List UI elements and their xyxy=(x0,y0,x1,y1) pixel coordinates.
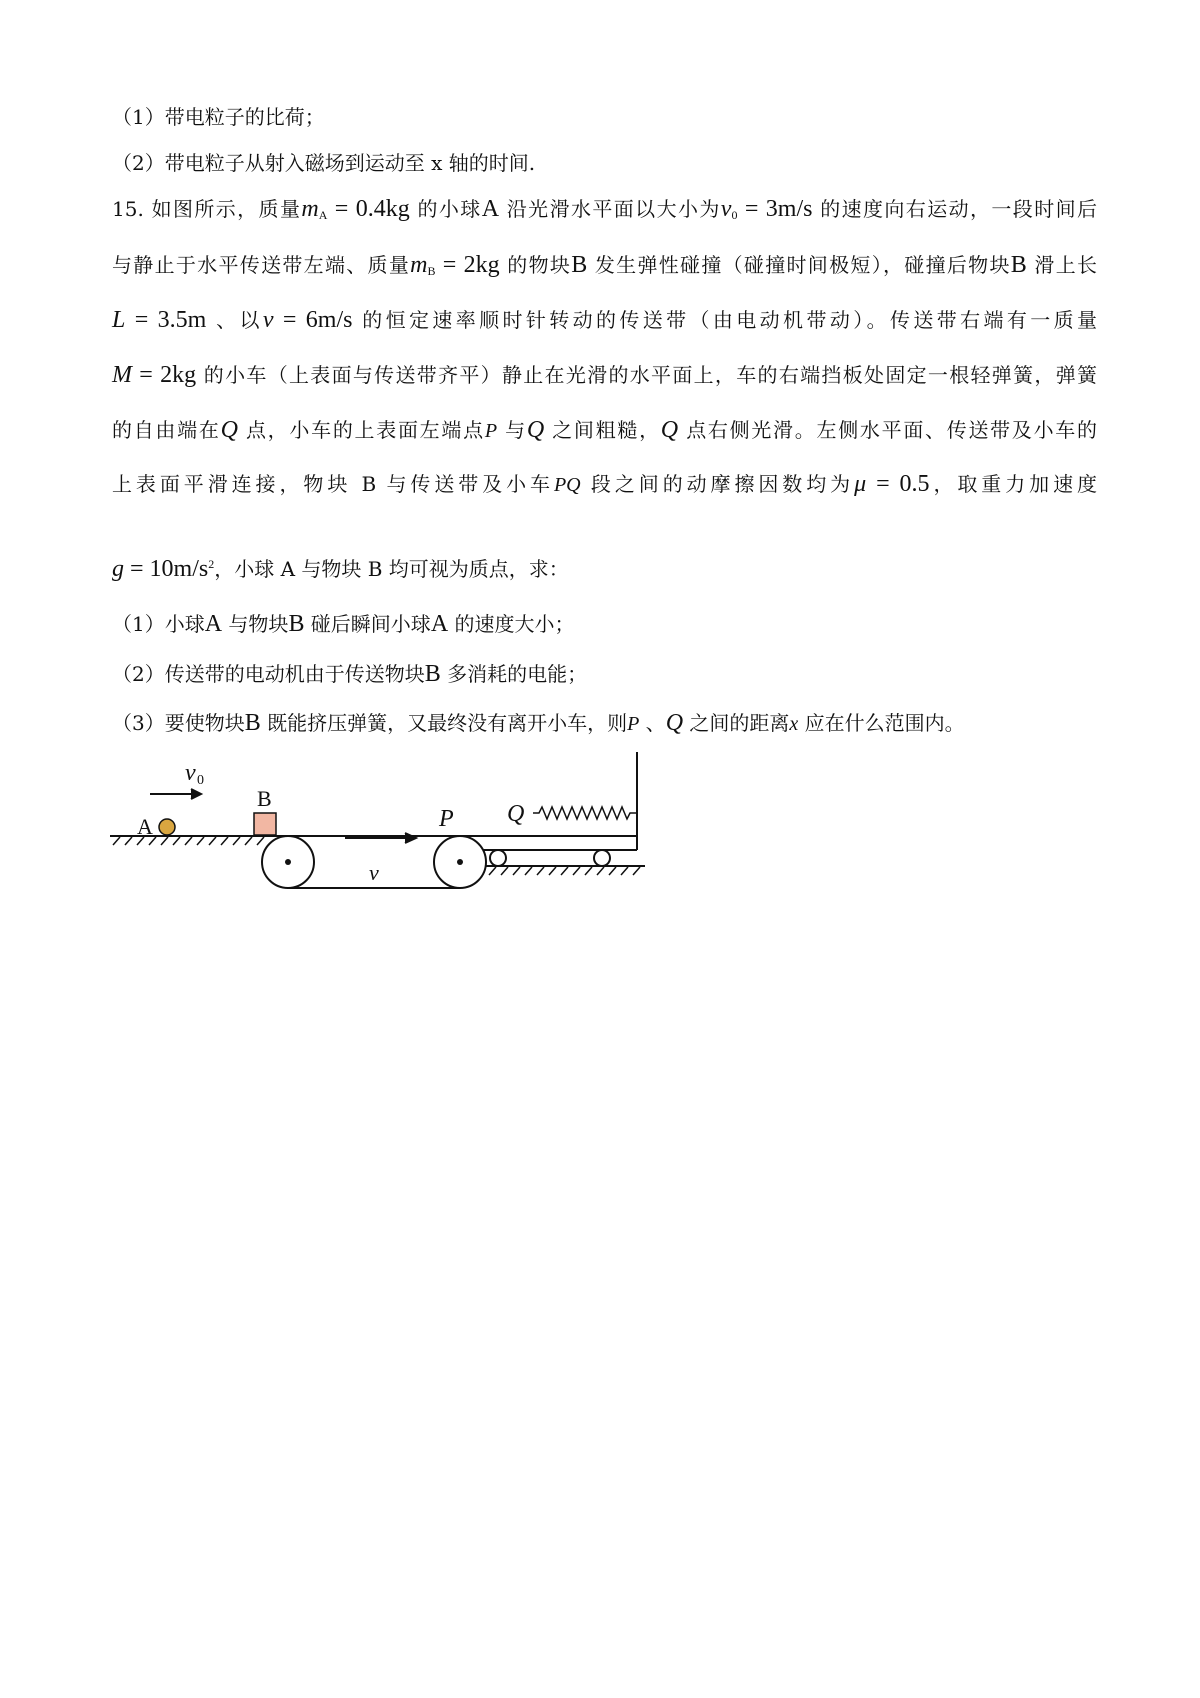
text: ，小球 A 与物块 B 均可视为质点，求： xyxy=(214,557,569,581)
text: 应在什么范围内。 xyxy=(798,711,965,735)
value-L: = 3.5m xyxy=(125,307,207,333)
text: 既能挤压弹簧，又最终没有离开小车，则 xyxy=(260,711,628,735)
value-mB: = 2kg xyxy=(435,252,500,278)
label-B: B xyxy=(288,611,305,637)
symbol-mu: μ xyxy=(854,471,867,497)
superscript-2: 2 xyxy=(208,557,215,571)
right-pulley-axle xyxy=(457,859,463,865)
conveyor-figure xyxy=(105,750,705,904)
q15-line-1 xyxy=(112,195,1097,223)
text: （1）小球 xyxy=(112,612,205,636)
text: 的自由端在 xyxy=(112,418,221,442)
label-A: A xyxy=(481,196,500,222)
subscript-0: 0 xyxy=(731,208,738,222)
text: 与静止于水平传送带左端、质量 xyxy=(112,253,411,277)
q14-sub1: （1）带电粒子的比荷； xyxy=(112,105,325,129)
text: （3）要使物块 xyxy=(112,711,245,735)
value-M: = 2kg xyxy=(132,362,197,388)
q15-line-6 xyxy=(112,470,1097,499)
cart-wheel-right xyxy=(594,850,610,866)
text: 15. 如图所示，质量 xyxy=(112,197,302,221)
symbol-v0: v xyxy=(720,196,732,222)
subscript-B: B xyxy=(427,264,436,278)
q15-line-5 xyxy=(112,416,1097,445)
q15-line-7 xyxy=(112,555,569,583)
symbol-L: L xyxy=(112,307,126,333)
v0-arrowhead xyxy=(191,789,201,799)
left-ground-hatch xyxy=(113,837,264,845)
value-mA: = 0.4kg xyxy=(327,196,410,222)
text: 之间的距离 xyxy=(683,711,790,735)
label-B: B xyxy=(1010,252,1027,278)
label-B: B xyxy=(257,786,272,811)
symbol-mA: m xyxy=(301,196,319,222)
q15-sub1 xyxy=(112,610,575,638)
symbol-x: x xyxy=(789,713,799,735)
label-A: A xyxy=(137,814,153,839)
symbol-PQ: PQ xyxy=(553,474,581,496)
label-A: A xyxy=(430,611,449,637)
text: 的物块 xyxy=(499,253,572,277)
symbol-Q: Q xyxy=(665,710,684,736)
symbol-g: g xyxy=(112,556,124,582)
value-mu: = 0.5 xyxy=(866,471,930,497)
symbol-Q: Q xyxy=(526,417,545,443)
label-B: B xyxy=(244,710,261,736)
text: （2）传送带的电动机由于传送物块 xyxy=(112,662,425,686)
text: 、 xyxy=(639,711,666,735)
symbol-P: P xyxy=(627,713,640,735)
text: 的速度向右运动，一段时间后 xyxy=(812,197,1098,221)
label-v0-subscript: 0 xyxy=(197,773,204,788)
value-g: = 10m/s xyxy=(124,556,209,582)
text: 的小球 xyxy=(409,197,482,221)
text: 滑上长 xyxy=(1026,253,1098,277)
symbol-P: P xyxy=(484,420,498,442)
left-pulley-axle xyxy=(285,859,291,865)
text: 上表面平滑连接，物块 B 与传送带及小车 xyxy=(112,472,554,496)
value-v: = 6m/s xyxy=(273,307,353,333)
q15-line-2 xyxy=(112,251,1097,279)
value-v0: = 3m/s xyxy=(737,196,813,222)
text: 与物块 xyxy=(222,612,289,636)
label-B: B xyxy=(424,661,441,687)
text: 与 xyxy=(497,418,527,442)
label-v: v xyxy=(369,860,379,885)
v-arrowhead xyxy=(405,833,416,843)
q15-line-3 xyxy=(112,306,1097,334)
label-v0: v xyxy=(185,760,196,786)
text: 的小车（上表面与传送带齐平）静止在光滑的水平面上，车的右端挡板处固定一根轻弹簧，弹簧 xyxy=(196,363,1097,387)
cart-wheel-left xyxy=(490,850,506,866)
text: 多消耗的电能； xyxy=(440,662,588,686)
text: 沿光滑水平面以大小为 xyxy=(499,197,721,221)
text: 碰后瞬间小球 xyxy=(304,612,431,636)
text: 点，小车的上表面左端点 xyxy=(237,418,485,442)
symbol-v: v xyxy=(262,307,274,333)
symbol-mB: m xyxy=(410,252,428,278)
label-B: B xyxy=(571,252,588,278)
text: 的恒定速率顺时针转动的传送带（由电动机带动）。传送带右端有一质量 xyxy=(352,308,1098,332)
ball-A xyxy=(159,819,175,835)
text: 的速度大小； xyxy=(448,612,575,636)
text: 之间粗糙， xyxy=(544,418,661,442)
label-Q: Q xyxy=(507,801,525,827)
label-P: P xyxy=(439,806,454,832)
label-A: A xyxy=(204,611,223,637)
symbol-M: M xyxy=(112,362,132,388)
symbol-Q: Q xyxy=(220,417,238,443)
text: ，取重力加速度 xyxy=(929,472,1097,496)
symbol-Q: Q xyxy=(660,417,679,443)
q15-sub3 xyxy=(112,709,965,738)
text: 、以 xyxy=(206,308,263,332)
q14-sub2: （2）带电粒子从射入磁场到运动至 x 轴的时间. xyxy=(112,151,536,175)
q15-sub2 xyxy=(112,660,587,688)
right-ground-hatch xyxy=(489,867,640,875)
block-B xyxy=(254,813,276,835)
spring xyxy=(533,807,637,819)
text: 点右侧光滑。左侧水平面、传送带及小车的 xyxy=(678,418,1098,442)
subscript-A: A xyxy=(318,208,328,222)
q15-line-4 xyxy=(112,361,1097,389)
text: 发生弹性碰撞（碰撞时间极短），碰撞后物块 xyxy=(587,253,1011,277)
conveyor-diagram xyxy=(105,750,705,900)
text: 段之间的动摩擦因数均为 xyxy=(580,472,855,496)
